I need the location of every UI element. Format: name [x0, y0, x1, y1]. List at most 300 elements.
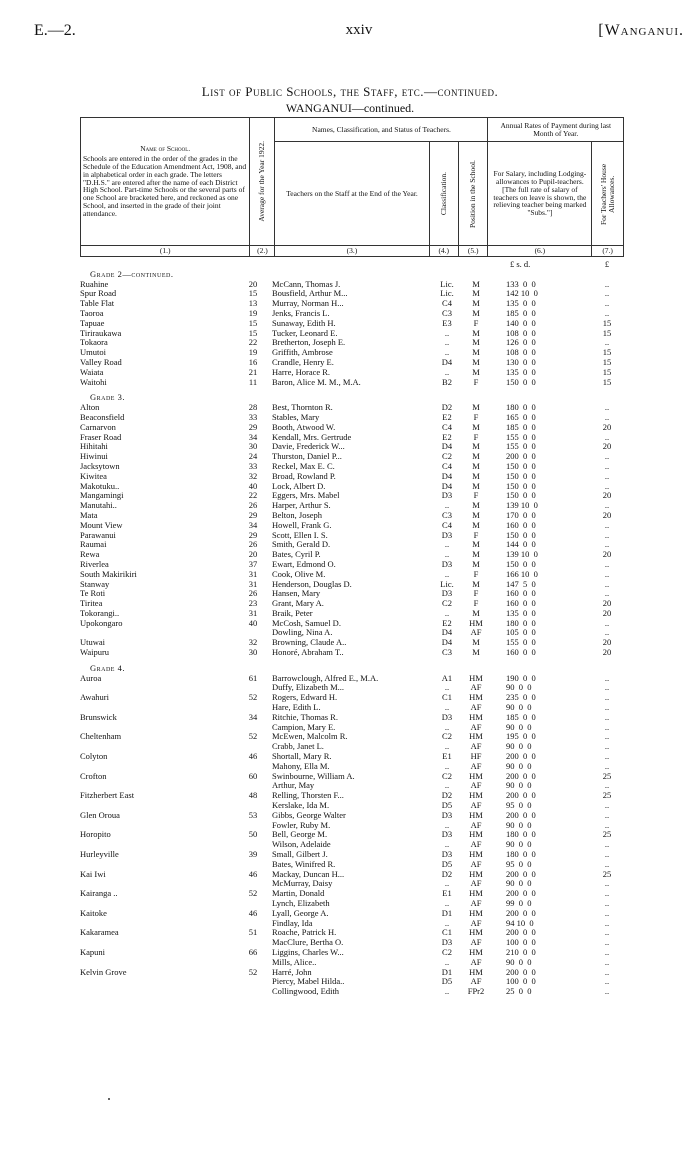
house-allowance: .. [604, 819, 610, 830]
table-row [80, 531, 624, 541]
salary: 100 0 0 [506, 976, 536, 987]
salary: 90 0 0 [506, 819, 532, 830]
position: HM [469, 907, 483, 918]
classification: D2 [441, 790, 453, 801]
position: AF [470, 627, 482, 638]
col-num-4: (4.) [429, 246, 458, 257]
average-attendance: 31 [248, 607, 258, 618]
position: HM [469, 770, 483, 781]
teacher-name: Hansen, Mary [272, 589, 321, 599]
table-row [80, 638, 624, 648]
average-attendance: 34 [248, 431, 258, 442]
average-attendance: 51 [248, 927, 258, 938]
house-allowance: .. [604, 907, 610, 918]
col3-header: Teachers on the Staff at the End of the Year. [275, 142, 429, 246]
average-attendance: 46 [248, 751, 258, 762]
salary: 160 0 0 [506, 647, 536, 658]
average-attendance: 23 [248, 598, 258, 609]
table-row [80, 840, 624, 850]
house-allowance: .. [604, 976, 610, 987]
table-row [80, 879, 624, 889]
district-name: [Wanganui. [598, 22, 684, 39]
table-row [80, 674, 624, 684]
teacher-name: Findlay, Ida [272, 918, 313, 928]
classification: C2 [442, 946, 452, 957]
col-num-6: (6.) [488, 246, 592, 257]
classification: C4 [442, 421, 452, 432]
table-row [80, 648, 624, 658]
table-row [80, 299, 624, 309]
salary: 90 0 0 [506, 780, 532, 791]
classification: .. [444, 568, 450, 579]
table-row [80, 511, 624, 521]
position: F [473, 317, 479, 328]
teacher-name: Booth, Atwood W. [272, 422, 336, 432]
average-attendance: 26 [248, 588, 258, 599]
salary: 185 0 0 [506, 421, 536, 432]
classification: .. [444, 721, 450, 732]
house-allowance: .. [604, 402, 610, 413]
teacher-name: Kendall, Mrs. Gertrude [272, 432, 352, 442]
teacher-name: Hare, Edith L. [272, 703, 321, 713]
col-num-3: (3.) [275, 246, 429, 257]
average-attendance: 40 [248, 617, 258, 628]
col7-label: For Teachers' House Allowances. [598, 162, 616, 225]
position: HF [470, 751, 482, 762]
salary: 210 0 0 [506, 946, 536, 957]
school-name: Kiwitea [80, 471, 107, 481]
table-row [80, 860, 624, 870]
table-row [80, 977, 624, 987]
school-name: Kapuni [80, 947, 106, 957]
teacher-name: Belton, Joseph [272, 510, 323, 520]
average-attendance: 34 [248, 519, 258, 530]
classification: E2 [442, 617, 452, 628]
position: F [473, 490, 479, 501]
position: AF [470, 878, 482, 889]
classification: C4 [442, 519, 452, 530]
teacher-name: Baron, Alice M. M., M.A. [272, 377, 361, 387]
teacher-name: Shortall, Mary R. [272, 752, 332, 762]
table-row [80, 433, 624, 443]
table-row [80, 752, 624, 762]
salary: 139 10 0 [506, 500, 538, 511]
column-header-table [80, 117, 624, 257]
table-row [80, 772, 624, 782]
teacher-name: Kerslake, Ida M. [272, 801, 330, 811]
school-name: Utuwai [80, 638, 106, 648]
house-allowance: 25 [602, 829, 612, 840]
position: M [472, 578, 480, 589]
teacher-name: McCann, Thomas J. [272, 279, 341, 289]
school-name: Waipuru [80, 648, 110, 658]
house-allowance: .. [604, 307, 610, 318]
position: AF [470, 937, 482, 948]
position: F [473, 411, 479, 422]
school-name: Hiwinui [80, 452, 108, 462]
position: M [472, 460, 480, 471]
school-name: Kaitoke [80, 908, 107, 918]
classification: E1 [442, 751, 452, 762]
salary: 155 0 0 [506, 431, 536, 442]
classification: D5 [441, 976, 453, 987]
house-allowance: 20 [602, 637, 612, 648]
house-allowance: 15 [602, 366, 612, 377]
table-row [80, 599, 624, 609]
average-attendance: 29 [248, 421, 258, 432]
house-allowance: .. [604, 702, 610, 713]
teacher-name: Eggers, Mrs. Mabel [272, 491, 340, 501]
teacher-name: Relling, Thorsten F... [272, 791, 344, 801]
house-allowance: .. [604, 588, 610, 599]
teacher-name: Smith, Gerald D. [272, 540, 331, 550]
house-allowance: .. [604, 878, 610, 889]
average-attendance: 30 [248, 441, 258, 452]
classification: .. [444, 878, 450, 889]
table-row [80, 472, 624, 482]
position: AF [470, 682, 482, 693]
house-allowance: .. [604, 731, 610, 742]
position: M [472, 288, 480, 299]
teacher-name: Swinbourne, William A. [272, 771, 355, 781]
classification: .. [444, 760, 450, 771]
grade-heading [80, 393, 624, 403]
teacher-name: Harper, Arthur S. [272, 501, 331, 511]
house-allowance: .. [604, 986, 610, 997]
house-allowance: .. [604, 780, 610, 791]
school-name: Carnarvon [80, 422, 116, 432]
table-row [80, 338, 624, 348]
classification: C2 [442, 451, 452, 462]
salary: 200 0 0 [506, 907, 536, 918]
average-attendance: 22 [248, 490, 258, 501]
classification: C3 [442, 647, 452, 658]
position: AF [470, 898, 482, 908]
col-num-5: (5.) [459, 246, 488, 257]
classification: .. [444, 607, 450, 618]
average-attendance: 15 [248, 288, 258, 299]
salary: 135 0 0 [506, 298, 536, 309]
position: HM [469, 790, 483, 801]
teacher-name: Crandle, Henry E. [272, 357, 334, 367]
teacher-name: Tucker, Leonard E. [272, 328, 338, 338]
classification: .. [444, 366, 450, 377]
salary: 200 0 0 [506, 868, 536, 879]
col-num-1: (1.) [81, 246, 250, 257]
classification: .. [444, 702, 450, 713]
salary: 139 10 0 [506, 549, 538, 560]
teacher-name: Lock, Albert D. [272, 481, 326, 491]
teacher-name: Bell, George M. [272, 830, 328, 840]
average-attendance: 32 [248, 470, 258, 481]
position: M [472, 558, 480, 569]
position: AF [470, 976, 482, 987]
salary: 180 0 0 [506, 402, 536, 413]
classification: Lic. [440, 578, 454, 589]
average-attendance: 52 [248, 966, 258, 977]
classification: Lic. [440, 288, 454, 299]
house-allowance: .. [604, 956, 610, 967]
salary: 135 0 0 [506, 366, 536, 377]
position: F [473, 588, 479, 599]
position: M [472, 480, 480, 491]
table-row [80, 491, 624, 501]
school-name: Horopito [80, 830, 111, 840]
teacher-name: Wilson, Adelaide [272, 840, 331, 850]
classification: .. [444, 956, 450, 967]
average-attendance: 46 [248, 907, 258, 918]
teacher-name: McEwen, Malcolm R. [272, 732, 348, 742]
classification: E3 [442, 317, 452, 328]
classification: A1 [441, 672, 453, 683]
house-allowance: .. [604, 898, 610, 908]
salary: 166 10 0 [506, 568, 538, 579]
house-allowance: 20 [602, 490, 612, 501]
school-name: Alton [80, 403, 100, 413]
average-attendance: 33 [248, 460, 258, 471]
page-header [34, 22, 684, 42]
classification: E1 [442, 888, 452, 899]
average-attendance: 52 [248, 692, 258, 703]
table-row [80, 329, 624, 339]
teacher-name: Mahony, Ella M. [272, 761, 330, 771]
salary: 200 0 0 [506, 790, 536, 801]
position: AF [470, 917, 482, 928]
teacher-name: MacClure, Bertha O. [272, 938, 344, 948]
salary: 165 0 0 [506, 411, 536, 422]
table-row [80, 742, 624, 752]
school-name: Ruahine [80, 279, 109, 289]
teacher-name: Arthur, May [272, 781, 315, 791]
teacher-name: Best, Thornton R. [272, 403, 333, 413]
teacher-name: Griffith, Ambrose [272, 348, 333, 358]
table-row [80, 909, 624, 919]
ink-dot [108, 1098, 110, 1100]
house-allowance: .. [604, 288, 610, 299]
average-attendance: 39 [248, 849, 258, 860]
grade-heading [80, 270, 624, 280]
house-allowance: 15 [602, 327, 612, 338]
classification: D4 [441, 480, 453, 491]
school-name: Waiata [80, 367, 104, 377]
average-attendance: 33 [248, 411, 258, 422]
house-allowance: .. [604, 519, 610, 530]
teacher-name: Thurston, Daniel P... [272, 452, 342, 462]
salary: 150 0 0 [506, 376, 536, 387]
classification: .. [444, 839, 450, 850]
school-list [80, 260, 624, 997]
average-attendance: 20 [248, 549, 258, 560]
house-allowance: .. [604, 751, 610, 762]
school-name: Jacksytown [80, 461, 120, 471]
salary: 105 0 0 [506, 627, 536, 638]
classification: D5 [441, 800, 453, 811]
salary: 90 0 0 [506, 760, 532, 771]
money-units: £ s. d. [510, 259, 531, 269]
teacher-name: Browning, Claude A.. [272, 638, 347, 648]
classification: D2 [441, 402, 453, 413]
position: AF [470, 858, 482, 869]
school-name: Waitohi [80, 377, 107, 387]
classification: D4 [441, 637, 453, 648]
school-name: Tapuae [80, 318, 105, 328]
school-name: Cheltenham [80, 732, 122, 742]
salary: 200 0 0 [506, 966, 536, 977]
average-attendance: 31 [248, 578, 258, 589]
classification: C2 [442, 770, 452, 781]
table-row [80, 801, 624, 811]
school-name: Mangamingi [80, 491, 124, 501]
classification: C4 [442, 298, 452, 309]
table-row [80, 462, 624, 472]
teacher-name: Bousfield, Arthur M... [272, 289, 348, 299]
classification: D4 [441, 627, 453, 638]
house-allowance: .. [604, 849, 610, 860]
teacher-name: Mills, Alice.. [272, 957, 317, 967]
classification: .. [444, 741, 450, 752]
position: M [472, 421, 480, 432]
teacher-name: Lynch, Elizabeth [272, 899, 330, 908]
salary: 150 0 0 [506, 529, 536, 540]
classification: .. [444, 819, 450, 830]
salary: 200 0 0 [506, 770, 536, 781]
salary: 108 0 0 [506, 327, 536, 338]
house-allowance: .. [604, 451, 610, 462]
table-row [80, 589, 624, 599]
school-name: Spur Road [80, 289, 117, 299]
teacher-name: Bates, Cyril P. [272, 550, 321, 560]
school-name: Brunswick [80, 712, 117, 722]
school-name: Fraser Road [80, 432, 122, 442]
position: AF [470, 819, 482, 830]
teacher-name: Jenks, Francis L. [272, 308, 330, 318]
school-name: Umutoi [80, 348, 106, 358]
col6-header: For Salary, including Lodging-allowances to Pupil-teachers. [The full rate of salary of teachers on leave is shown, the relieving teacher being marked "Subs."] [488, 142, 592, 246]
salary: 95 0 0 [506, 858, 532, 869]
classification: C2 [442, 731, 452, 742]
teacher-name: Duffy, Elizabeth M... [272, 683, 344, 693]
table-row [80, 501, 624, 511]
house-allowance: .. [604, 692, 610, 703]
house-allowance: 25 [602, 868, 612, 879]
house-allowance: .. [604, 741, 610, 752]
teacher-name: Collingwood, Edith [272, 987, 340, 997]
classification: C2 [442, 598, 452, 609]
position: M [472, 637, 480, 648]
school-name: South Makirikiri [80, 569, 137, 579]
classification: D3 [441, 809, 453, 820]
classification: .. [444, 986, 450, 997]
position: M [472, 402, 480, 413]
classification: .. [444, 337, 450, 348]
house-allowance: 25 [602, 790, 612, 801]
col4-header [429, 142, 458, 246]
school-name: Mount View [80, 520, 123, 530]
house-allowance: .. [604, 578, 610, 589]
house-allowance: .. [604, 711, 610, 722]
school-name: Raumai [80, 540, 107, 550]
col6-top-header: Annual Rates of Payment during last Month of Year. [488, 118, 624, 142]
teacher-name: Rogers, Edward H. [272, 693, 338, 703]
teacher-name: Bretherton, Joseph E. [272, 338, 346, 348]
house-allowance: .. [604, 539, 610, 550]
page-subtitle: WANGANUI—continued. [285, 101, 415, 115]
classification: E2 [442, 431, 452, 442]
teacher-name: Grant, Mary A. [272, 599, 324, 609]
salary: 133 0 0 [506, 278, 536, 289]
average-attendance: 15 [248, 317, 258, 328]
teacher-name: Davie, Frederick W... [272, 442, 345, 452]
house-allowance: 20 [602, 647, 612, 658]
house-allowance: .. [604, 927, 610, 938]
table-row [80, 732, 624, 742]
salary: 185 0 0 [506, 307, 536, 318]
position: M [472, 337, 480, 348]
average-attendance: 60 [248, 770, 258, 781]
col2-header [250, 118, 275, 246]
school-name: Hurleyville [80, 850, 119, 860]
salary: 90 0 0 [506, 839, 532, 850]
school-name: Stanway [80, 579, 110, 589]
classification: .. [444, 917, 450, 928]
house-allowance: .. [604, 946, 610, 957]
school-name: Taoroa [80, 308, 104, 318]
position: M [472, 327, 480, 338]
school-name: Kakaramea [80, 928, 119, 938]
classification: .. [444, 780, 450, 791]
position: M [472, 298, 480, 309]
salary: 150 0 0 [506, 470, 536, 481]
salary: 90 0 0 [506, 956, 532, 967]
salary: 180 0 0 [506, 617, 536, 628]
table-row [80, 609, 624, 619]
money-units-house: £ [604, 259, 610, 269]
table-row [80, 540, 624, 550]
table-row [80, 413, 624, 423]
house-allowance: 20 [602, 421, 612, 432]
average-attendance: 11 [248, 376, 258, 387]
salary: 195 0 0 [506, 731, 536, 742]
classification: C3 [442, 509, 452, 520]
salary: 150 0 0 [506, 460, 536, 471]
average-attendance: 13 [248, 298, 258, 309]
school-name: Kairanga .. [80, 889, 118, 899]
classification: D4 [441, 356, 453, 367]
salary: 144 0 0 [506, 539, 536, 550]
salary: 200 0 0 [506, 451, 536, 462]
house-allowance: 15 [602, 356, 612, 367]
position: M [472, 647, 480, 658]
salary: 235 0 0 [506, 692, 536, 703]
teacher-name: Harré, John [272, 967, 312, 977]
position: FPr2 [467, 986, 485, 997]
salary: 185 0 0 [506, 711, 536, 722]
school-name: Tiritea [80, 599, 103, 609]
position: AF [470, 741, 482, 752]
salary: 155 0 0 [506, 441, 536, 452]
school-name: Manutahi.. [80, 501, 117, 511]
school-name: Valley Road [80, 357, 122, 367]
classification: D2 [441, 868, 453, 879]
col5-header [459, 142, 488, 246]
average-attendance: 52 [248, 731, 258, 742]
teacher-name: Roache, Patrick H. [272, 928, 337, 938]
salary: 200 0 0 [506, 927, 536, 938]
position: M [472, 451, 480, 462]
school-name: Parawanui [80, 530, 116, 540]
table-row [80, 870, 624, 880]
house-allowance: .. [604, 721, 610, 732]
